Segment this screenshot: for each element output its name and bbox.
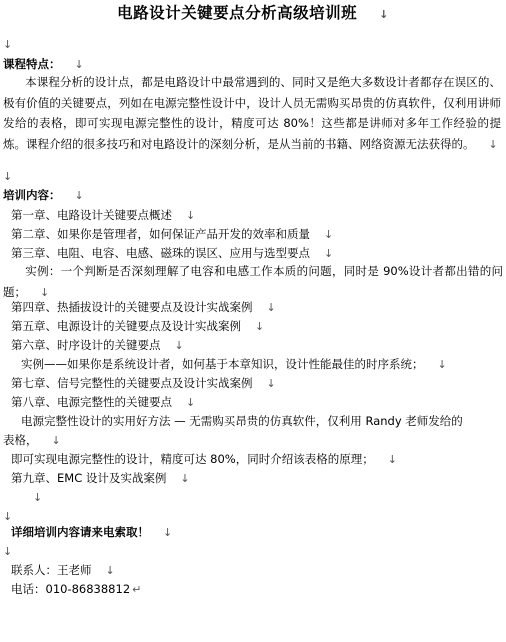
paragraph-mark-icon: ↓ <box>51 434 61 447</box>
chapter-7: 第七章、信号完整性的关键要点及设计实战案例 ↓ <box>11 376 276 390</box>
chapter-2: 第二章、如果你是管理者，如何保证产品开发的效率和质量 ↓ <box>11 227 334 241</box>
paragraph-mark-icon: ↓ <box>266 301 276 314</box>
paragraph-mark-icon: ↓ <box>163 526 173 539</box>
chapter-4: 第四章、热插拔设计的关键要点及设计实战案例 ↓ <box>11 300 276 314</box>
paragraph-mark-icon: ↓ <box>3 510 13 523</box>
title-text: 电路设计关键要点分析高级培训班 <box>117 4 358 22</box>
chapter-5: 第五章、电源设计的关键要点及设计实战案例 ↓ <box>11 319 265 333</box>
example-2: 实例——如果你是系统设计者，如何基于本章知识，设计性能最佳的时序系统； ↓ <box>21 357 447 371</box>
empty-line <box>3 488 503 507</box>
paragraph-mark-icon: ↓ <box>387 453 397 466</box>
chapter-9: 第九章、EMC 设计及实战案例 ↓ <box>11 471 190 485</box>
chapter-6: 第六章、时序设计的关键要点 ↓ <box>11 338 184 352</box>
paragraph-mark-icon: ↓ <box>180 472 190 485</box>
paragraph-mark-icon: ↓ <box>174 339 184 352</box>
paragraph-mark-icon: ↓ <box>33 491 43 504</box>
paragraph-mark-icon: ↓ <box>255 320 265 333</box>
request-line: 详细培训内容请来电索取！ ↓ <box>11 525 173 539</box>
chapter-1: 第一章、电路设计关键要点概述 ↓ <box>11 208 196 222</box>
content-heading: 培训内容： ↓ <box>3 188 84 202</box>
paragraph-mark-icon: ↓ <box>3 38 13 51</box>
example-1: 实例：一个判断是否深刻理解了电容和电感工作本质的问题，同时是 90%设计者都出错的问题； ↓ <box>3 264 503 299</box>
paragraph-mark-icon: ↓ <box>437 358 447 371</box>
empty-line <box>3 542 503 561</box>
paragraph-mark-icon: ↓ <box>40 285 50 299</box>
empty-line <box>3 35 503 54</box>
pi-method-line-3: 即可实现电源完整性的设计，精度可达 80%，同时介绍该表格的原理； ↓ <box>11 452 397 466</box>
features-text: 本课程分析的设计点，都是电路设计中最常遇到的、同时又是绝大多数设计者都存在误区的、极有价值的关键要点，列如在电源完整性设计中，设计人员无需购买昂贵的仿真软件，仅利用讲师发给的表格，即可实现电源完整性的设计，精度可达 80%！这些都是讲师对多年工作经验的提炼。课程介绍的很多技巧和对电路设计的深刻分析，是从当前的书籍、网络资源无法获得的。 <box>3 75 501 151</box>
paragraph-mark-icon: ↓ <box>74 58 84 71</box>
paragraph-mark-icon: ↓ <box>266 377 276 390</box>
paragraph-mark-icon: ↓ <box>186 396 196 409</box>
paragraph-mark-icon: ↓ <box>379 8 389 21</box>
chapter-3: 第三章、电阻、电容、电感、磁珠的误区、应用与选型要点 ↓ <box>11 246 334 260</box>
paragraph-mark-icon: ↓ <box>186 209 196 222</box>
pi-method-line: 电源完整性设计的实用好方法 — 无需购买昂贵的仿真软件，仅利用 Randy 老师发给的 <box>21 414 463 428</box>
paragraph-mark-icon: ↓ <box>324 228 334 241</box>
paragraph-mark-icon: ↓ <box>3 545 13 558</box>
paragraph-mark-icon: ↓ <box>105 564 115 577</box>
chapter-8: 第八章、电源完整性的关键要点 ↓ <box>11 395 196 409</box>
paragraph-mark-icon: ↓ <box>488 137 498 151</box>
line-break-icon: ↵ <box>132 583 142 596</box>
empty-line <box>3 167 503 186</box>
contact-line: 联系人：王老师 ↓ <box>11 563 115 577</box>
phone-line: 电话：010-86838812 ↵ <box>11 582 142 596</box>
features-heading: 课程特点： ↓ <box>3 57 84 71</box>
document-title <box>0 4 506 24</box>
pi-method-line-2: 表格， ↓ <box>3 433 61 447</box>
features-paragraph <box>3 72 501 155</box>
paragraph-mark-icon: ↓ <box>324 247 334 260</box>
paragraph-mark-icon: ↓ <box>3 170 13 183</box>
paragraph-mark-icon: ↓ <box>74 189 84 202</box>
